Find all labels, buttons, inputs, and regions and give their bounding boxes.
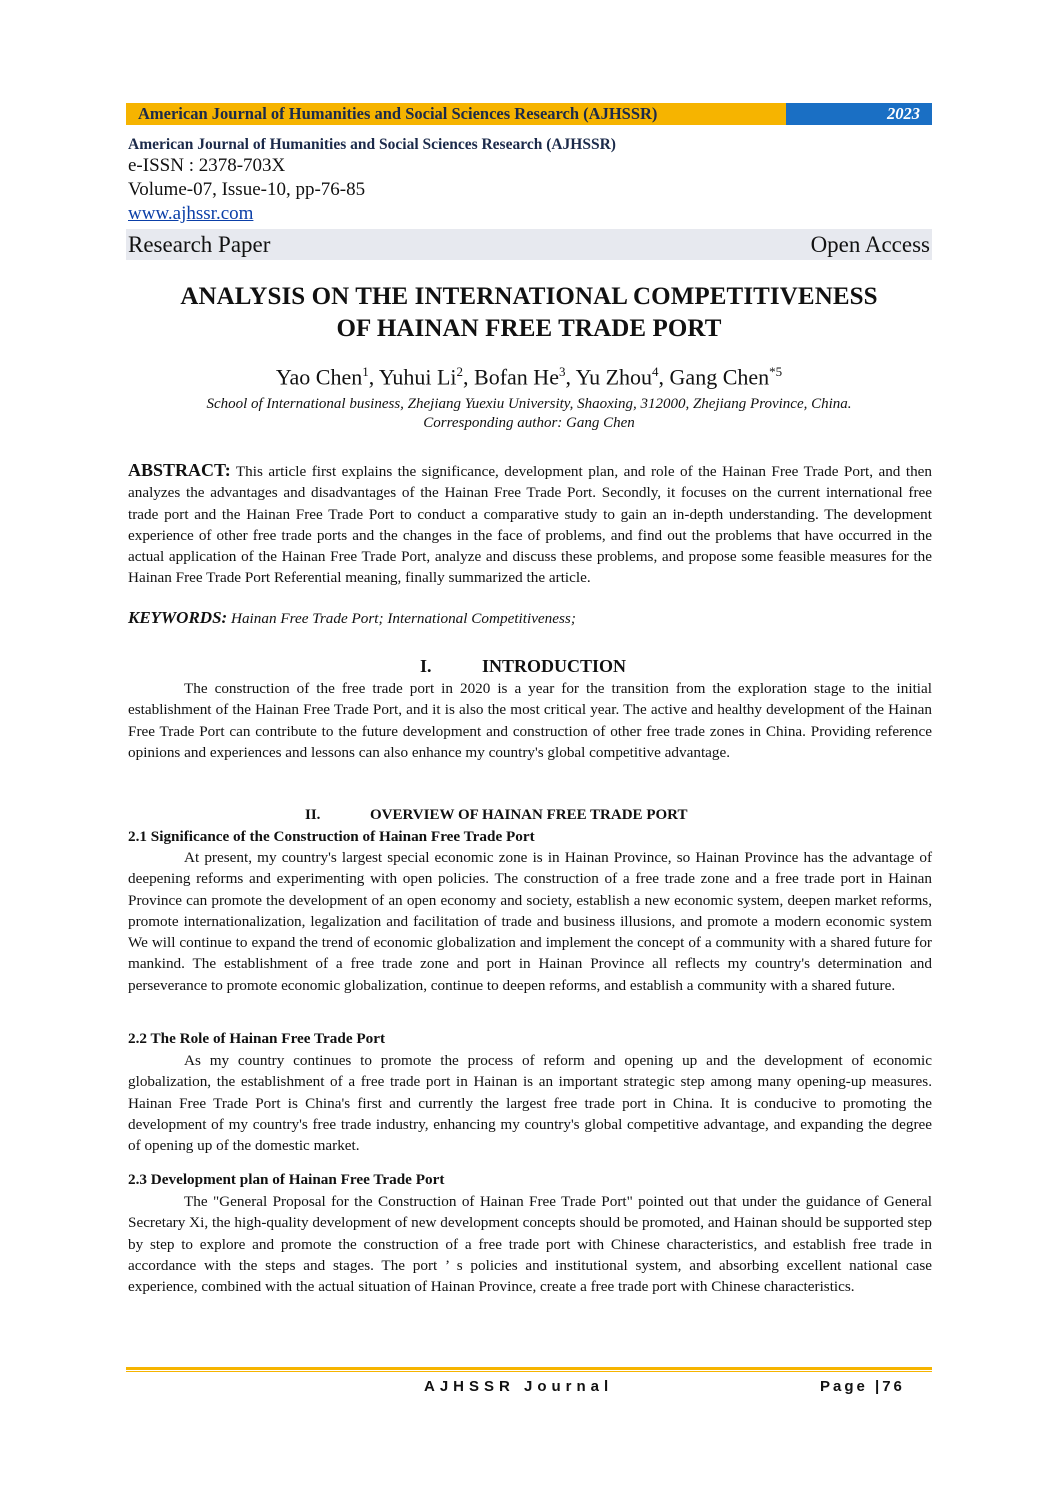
journal-header-band: [126, 103, 932, 125]
paragraph-2-2: [128, 1050, 932, 1156]
paragraph-text: The "General Proposal for the Construction of Hainan Free Trade Port" pointed out that under the guidance of General Secretary Xi, the high-quality development of new development concepts should be promoted, and Hainan should be supported step by step to explore and promote the construction of a free trade port with Chinese characteristics, and establish free trade in accordance with the steps and stages. The port ’ s policies and institutional system, and absorbing excellent national case experience, combined with the actual situation of Hainan Province, create a free trade port with Chinese characteristics.: [128, 1193, 932, 1296]
affiliation-block: [110, 395, 948, 433]
access-type: Open Access: [810, 231, 930, 257]
author-name: Gang Chen: [669, 364, 770, 390]
paragraph-text: At present, my country's largest special economic zone is in Hainan Province, so Hainan Province has the advantage of deepening reforms and experimenting with open policies. The construction of a free trade zone and a free trade port in Hainan Province can promote the development of an open economy and society, establish a new economic system, deepen market reforms, promote internationalization, legalization and facilitation of trade and business illusions, and promote a modern economic system We will continue to expand the trend of economic globalization and implement the concept of a community with a shared future for mankind. The establishment of a free trade zone and port in Hainan Province all reflects my country's determination and perseverance to promote economic globalization, continue to deepen reforms, and establish a community with a shared future.: [128, 849, 932, 994]
author-name: Yuhui Li: [378, 364, 457, 390]
keywords: [128, 608, 932, 628]
paragraph-text: The construction of the free trade port in 2020 is a year for the transition from the exploration stage to the initial establishment of the Hainan Free Trade Port, and it is also the most critical year. The active and healthy development of the Hainan Free Trade Port can contribute to the future development and construction of other free trade zones in China. Providing reference opinions and experiences and lessons can also enhance my country's global competitive advantage.: [128, 680, 932, 761]
article-type-bar: [126, 229, 932, 260]
title-line-1: ANALYSIS ON THE INTERNATIONAL COMPETITIVENESS: [180, 283, 878, 310]
title-line-2: OF HAINAN FREE TRADE PORT: [336, 315, 722, 342]
article-type: Research Paper: [128, 231, 271, 257]
paper-title: [110, 281, 948, 345]
meta-journal-name: American Journal of Humanities and Social Sciences Research (AJHSSR): [128, 136, 616, 153]
abstract-label: ABSTRACT:: [128, 460, 231, 480]
header-journal-name: American Journal of Humanities and Social Sciences Research (AJHSSR): [126, 103, 786, 125]
subsection-heading-2-2: 2.2 The Role of Hainan Free Trade Port: [128, 1030, 386, 1047]
footer-journal: AJHSSR Journal: [424, 1378, 614, 1395]
intro-paragraph: [128, 678, 932, 763]
subsection-heading-2-3: 2.3 Development plan of Hainan Free Trade Port: [128, 1171, 445, 1188]
section-heading-intro: [420, 656, 626, 677]
corresponding-author: Corresponding author: Gang Chen: [423, 415, 635, 431]
header-year: 2023: [786, 103, 932, 125]
section-title: INTRODUCTION: [482, 656, 627, 676]
subsection-heading-2-1: 2.1 Significance of the Construction of Hainan Free Trade Port: [128, 828, 535, 845]
article-meta: [128, 136, 932, 226]
author-sup: 4: [652, 364, 659, 379]
section-number: II.: [305, 807, 321, 823]
section-number: I.: [420, 656, 432, 676]
keywords-label: KEYWORDS:: [128, 608, 228, 627]
footer-rule: [126, 1367, 932, 1370]
author-sup: *5: [769, 364, 783, 379]
affiliation: School of International business, Zhejiang Yuexiu University, Shaoxing, 312000, Zhejiang Province, China.: [206, 396, 852, 412]
website-link[interactable]: www.ajhssr.com: [128, 203, 254, 224]
footer-rule-thin: [126, 1371, 932, 1372]
author-name: Yu Zhou: [575, 364, 653, 390]
abstract-text: This article first explains the significance, development plan, and role of the Hainan Free Trade Port, and then analyzes the advantages and disadvantages of the Hainan Free Trade Port. Secondly, it focuses on the current international free trade port and the Hainan Free Trade Port to conduct a comparative study to gain an in-depth understanding. The development experience of other free trade ports and the changes in the face of problems, and find out the problems that have occurred in the actual application of the Hainan Free Trade Port, analyze and discuss these problems, and propose some feasible measures for the Hainan Free Trade Port Referential meaning, finally summarized the article.: [128, 463, 932, 587]
author-name: Yao Chen: [275, 364, 363, 390]
keywords-text: Hainan Free Trade Port; International Competitiveness;: [227, 610, 576, 627]
paragraph-text: As my country continues to promote the process of reform and opening up and the development of economic globalization, the establishment of a free trade port in Hainan is an important strategic step among many opening-up measures. Hainan Free Trade Port is China's first and currently the largest free trade port in China. It is conducive to promoting the development of my country's free trade industry, enhancing my country's global competitive advantage, and expanding the degree of opening up of the domestic market.: [128, 1052, 932, 1155]
meta-volume: Volume-07, Issue-10, pp-76-85: [128, 179, 366, 200]
section-title: OVERVIEW OF HAINAN FREE TRADE PORT: [370, 807, 688, 823]
author-sup: 3: [558, 364, 566, 379]
author-list: Yao Chen$^1$, Yuhui Li$^2$, Bofan He$^3$, Yu Zhou$^4$, Gang Chen$^{*5}$: [275, 364, 783, 390]
meta-issn: e-ISSN : 2378-703X: [128, 155, 286, 176]
paragraph-2-3: [128, 1191, 932, 1297]
author-name: Bofan He: [474, 364, 559, 390]
author-sup: 1: [362, 364, 369, 379]
paragraph-2-1: [128, 847, 932, 996]
abstract: [128, 460, 932, 589]
author-sup: 2: [456, 364, 464, 379]
section-heading-overview: [305, 807, 687, 824]
footer-page-number: Page |76: [820, 1378, 905, 1395]
